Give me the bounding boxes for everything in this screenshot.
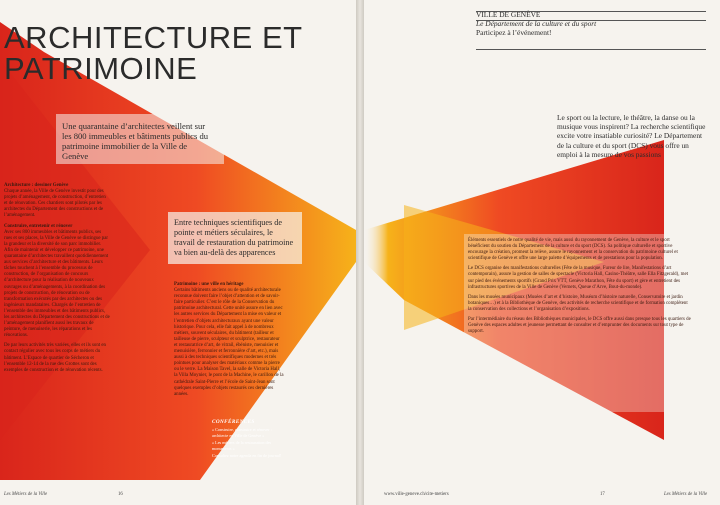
footer-title: Les Métiers de la Ville <box>664 492 708 497</box>
page-header <box>476 10 706 37</box>
conference-note: Consultez notre agenda en fin de journal! <box>212 453 282 459</box>
conference-item: « Les métiers de la restauration des monuments » <box>212 440 272 451</box>
divider <box>476 49 706 50</box>
paragraph: Patrimoine : une ville en héritage Certains bâtiments anciens ou de qualité architecturale reconnue doivent faire l’objet d’attention et de savoir-faire particulier. C’est le rôle de la Conservation du patrimoine architectural. Cette unité assure en lien avec les autres services du Département la mise en valeur et l’entretien d’objets architecturaux ayant une valeur historique. Pour cela, elle fait appel à de nombreux métiers, souvent séculaires, du bâtiment (tailleur et tailleuse de pierre, sculpteur et sculptrice, restaurateur et restauratrice d’art, de vitrail, ébéniste, menuisier et menuisière, ferronnier et ferronnière d’art, etc.), mais aussi à des techniques scientifiques modernes et très pointues pour analyser des matériaux comme la pierre ou le verre. La Maison Tavel, la salle de Victoria Hall, la Villa Moynier, le pont de la Machine, le carillon de la cathédrale Saint-Pierre et l’école de Saint-Jean sont quelques exemples d’objets restaurés ces dernières années. <box>174 282 284 397</box>
conference-item: « Construire, construire et rénover : architecte en Ville de Genève » <box>212 427 272 438</box>
paragraph: Par l’intermédiaire du réseau des Bibliothèques municipales, le DCS offre aussi dans presque tous les quartiers de Genève des espaces adultes et jeunesse permettant de consulter et d’emprunter des documents sur tout type de support. <box>468 317 691 335</box>
right-page <box>364 0 720 505</box>
paragraph: Éléments essentiels de notre qualité de vie, mais aussi du rayonnement de Genève, la culture et le sport bénéficient du soutien du Département de la culture et du sport (DCS). Sa politique culturelle et sportive encourage la création, promeut la relève, assure le rayonnement et la conservation du patrimoine culturel et scientifique de Genève et offre une large palette d’équipements et de prestations pour la population. <box>468 238 678 262</box>
paragraph: Dans les musées municipaux (Musées d’art et d’histoire, Muséum d’histoire naturelle, Conservatoire et jardin botaniques…) et à la Bibliothèque de Genève, des activités de recherche scientifique et de formation complètent la conservation des collections et l’organisation d’expositions. <box>468 294 688 312</box>
gutter <box>356 0 364 505</box>
body-column-1 <box>4 183 110 378</box>
lead-text-2: Entre techniques scientifiques de pointe et métiers séculaires, le travail de restauration du patrimoine va bien au-delà des apparences <box>174 218 294 257</box>
divider <box>476 11 706 12</box>
paragraph: De par leurs activités très variées, elles et ils sont en contact régulier avec tous les corps de métiers du bâtiment. L’Espace de quartier de Sécheron et l’ensemble 12-14 de la rue des Grottes sont des exemples de construction et de rénovation récents. <box>4 343 106 373</box>
footer-url: www.ville-geneve.ch/cite-metiers <box>384 492 449 497</box>
paragraph: Le DCS organise des manifestations culturelles (Fête de la musique, Fureur de lire, Manifestations d’art contemporain), assure la gestion de salles de spectacle (Victoria Hall, Casino-Théâtre, salle Ella Fitzgerald), met sur pied des événements sportifs (Grand Prix VTT, Genève Marathon, Fête du sport) et gère et entretient des infrastructures sportives de la Ville de Genève (Vernets, Queue d’Arve, Bout-du-monde). <box>468 266 688 290</box>
lead-text: Une quarantaine d’architectes veillent sur les 800 immeubles et bâtiments publics du patrimoine immobilier de la Ville de Genève <box>62 121 209 161</box>
divider <box>476 20 706 21</box>
body-column-2 <box>174 282 284 402</box>
body-text <box>468 238 692 339</box>
conferences-title: CONFÉRENCES <box>212 419 255 425</box>
left-page <box>0 0 356 505</box>
paragraph: Architecture : dessiner Genève Chaque année, la Ville de Genève investit pour des projets d’aménagement, de construction, d’entretien et de rénovation. Ces chantiers sont pilotés par les architectes du Département des constructions et de l’aménagement. <box>4 183 106 219</box>
header-line-2: Le Département de la culture et du sport <box>476 19 597 28</box>
paragraph: Construire, entretenir et rénover Avec ses 800 immeubles et bâtiments publics, ses rues et ses places, la Ville de Genève se distingue par la grandeur et la diversité de son parc immobilier. Afin de maintenir et développer ce patrimoine, une quarantaine d’architectes travaillent quotidiennement aux services d’architecture et des bâtiments. Leurs tâches touchent à l’ensemble du processus de construction, de l’organisation de concours d’architecture pour la réalisation de nouveaux ouvrages ou d’aménagements, à la coordination des projets de construction, de rénovation ou de transformation exécutés par des architectes ou des ingénieurs mandataires. Chargés de l’entretien de l’ensemble des immeubles et des bâtiments publics, les architectes du Département des constructions et de l’aménagement planifient aussi les travaux de peinture, de menuiserie, les réparations et les rénovations. <box>4 223 110 339</box>
conferences-box <box>212 420 282 460</box>
page-title: ARCHITECTURE ET PATRIMOINE <box>4 20 303 86</box>
header-line-3: Participez à l’événement! <box>476 28 552 37</box>
footer-title: Les Métiers de la Ville <box>4 492 48 497</box>
intro-text: Le sport ou la lecture, le théâtre, la danse ou la musique vous inspirent? La recherche scientifique excite votre insatiable curiosité? Le Département de la culture et du sport (DCS) vous offre un emploi à la mesure de vos passions <box>557 113 706 159</box>
page-number: 17 <box>600 492 605 497</box>
page-number: 16 <box>118 492 123 497</box>
header-line-1: VILLE DE GENÈVE <box>476 10 541 19</box>
